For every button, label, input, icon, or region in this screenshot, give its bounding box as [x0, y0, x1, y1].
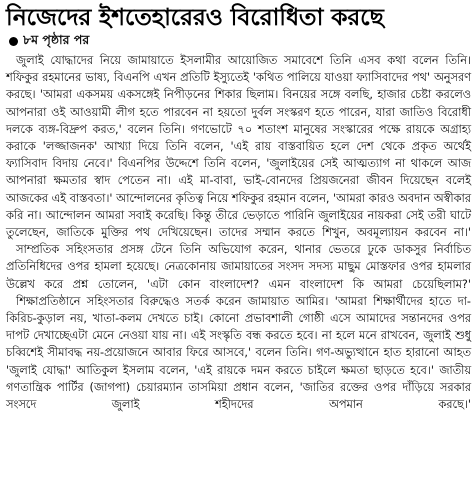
continuation-note — [6, 33, 471, 50]
article-paragraph-3 — [6, 293, 471, 413]
paragraph-text: জুলাই যোদ্ধাদের নিয়ে জামায়াতে ইসলামীর আয়োজিত সমাবেশে তিনি এসব কথা বলেন তিনি। শফিকুর রহমানের ভাষ্য, বিএনপি এখন প্রতিটি ইস্যুতেই 'কথিত পালিয়ে যাওয়া ফ্যাসিবাদের পথ' অনুসরণ করছে। 'আমরা একসময় একসঙ্গেই নিপীড়নের শিকার ছিলাম। বিনয়ের সঙ্গে বলছি, হাজার চেষ্টা করলেও আপনারা ওই আওয়ামী লীগ হতে পারবেন না হয়তো দুর্বল সংস্করণ হতে পারেন, যারা জাতিও বিরোধী দলকে ব্যঙ্গ-বিদ্রুপ করত,' বলেন তিনি। গণভোটে ৭০ শতাংশ মানুষের সংস্কারের পক্ষে রায়কে অগ্রাহ্য করাকে 'লজ্জাজনক' আখ্যা দিয়ে তিনি বলেন, 'এই রায় বাস্তবায়িত হলে দেশ থেকে প্রকৃত অর্থেই ফ্যাসিবাদ বিদায় নেবে।' বিএনপির উদ্দেশে তিনি বলেন, 'জুলাইয়ের সেই আত্মত্যাগ না থাকলে আজ আপনারা ক্ষমতার স্বাদ পেতেন না। এই মা-বাবা, ভাই-বোনদের প্রিয়জনেরা জীবন দিয়েছেন বলেই আজকের এই বাস্তবতা।' আন্দোলনের কৃতিত্ব নিয়ে শফিকুর রহমান বলেন, 'আমরা কারও অবদান অস্বীকার করি না। আন্দোলন আমরা সবাই করেছি। কিন্তু তীরে ভেড়াতে পারিনি জুলাইয়ের নায়করা সেই তরী ঘাটে তুলেছেন, জাতিকে মুক্তির পথ দেখিয়েছেন। তাদের সম্মান করতে শিখুন, অবমূল্যায়ন করবেন না।' — [6, 54, 471, 240]
article-body — [6, 52, 471, 413]
paragraph-text: সাম্প্রতিক সহিংসতার প্রসঙ্গ টেনে তিনি অভিযোগ করেন, থানার ভেতরে ঢুকে ডাকসুর নির্বাচিত প্রতিনিধিদের ওপর হামলা হয়েছে। নেত্রকোনায় জামায়াতের সংসদ সদস্য মাছুম মোস্তফার ওপর হামলার উল্লেখ করে প্রশ্ন তোলেন, 'এটা কোন বাংলাদেশ? এমন বাংলাদেশ কি আমরা চেয়েছিলাম?' — [6, 243, 471, 291]
article-headline: নিজেদের ইশতেহারেরও বিরোধিতা করছে — [6, 3, 384, 31]
paragraph-text: শিক্ষাপ্রতিষ্ঠানে সহিংসতার বিরুদ্ধেও সতর্ক করেন জামায়াত আমির। 'আমরা শিক্ষার্থীদের হাতে দা-কিরিচ-কুড়াল নয়, খাতা-কলম দেখতে চাই। কোনো প্রভাবশালী গোষ্ঠী এসে আমাদের সন্তানদের ওপর দাপট দেখাচ্ছেএটা মেনে নেওয়া যায় না। এই সংস্কৃতি বন্ধ করতে হবে। না হলে মনে রাখবেন, জুলাই শুধু চব্বিশেই সীমাবদ্ধ নয়-প্রয়োজনে আবার ফিরে আসবে,' বলেন তিনি। গণ-অভ্যুত্থানে হাত হারানো আহত 'জুলাই যোদ্ধা' আতিকুল ইসলাম বলেন, 'এই রায়কে দমন করতে চাইলে ক্ষমতা ছাড়তে হবে।' জাতীয় গণতান্ত্রিক পার্টির (জাগপা) চেয়ারম্যান তাসমিয়া প্রধান বলেন, 'জাতির রক্তের ওপর দাঁড়িয়ে সরকার সংসদে জুলাই শহীদদের অপমান করছে।' — [6, 294, 471, 412]
article-paragraph-2 — [6, 241, 471, 293]
article-paragraph-1 — [6, 52, 471, 241]
bullet-icon — [9, 37, 18, 46]
continuation-label: ৮ম পৃষ্ঠার পর — [23, 31, 90, 47]
